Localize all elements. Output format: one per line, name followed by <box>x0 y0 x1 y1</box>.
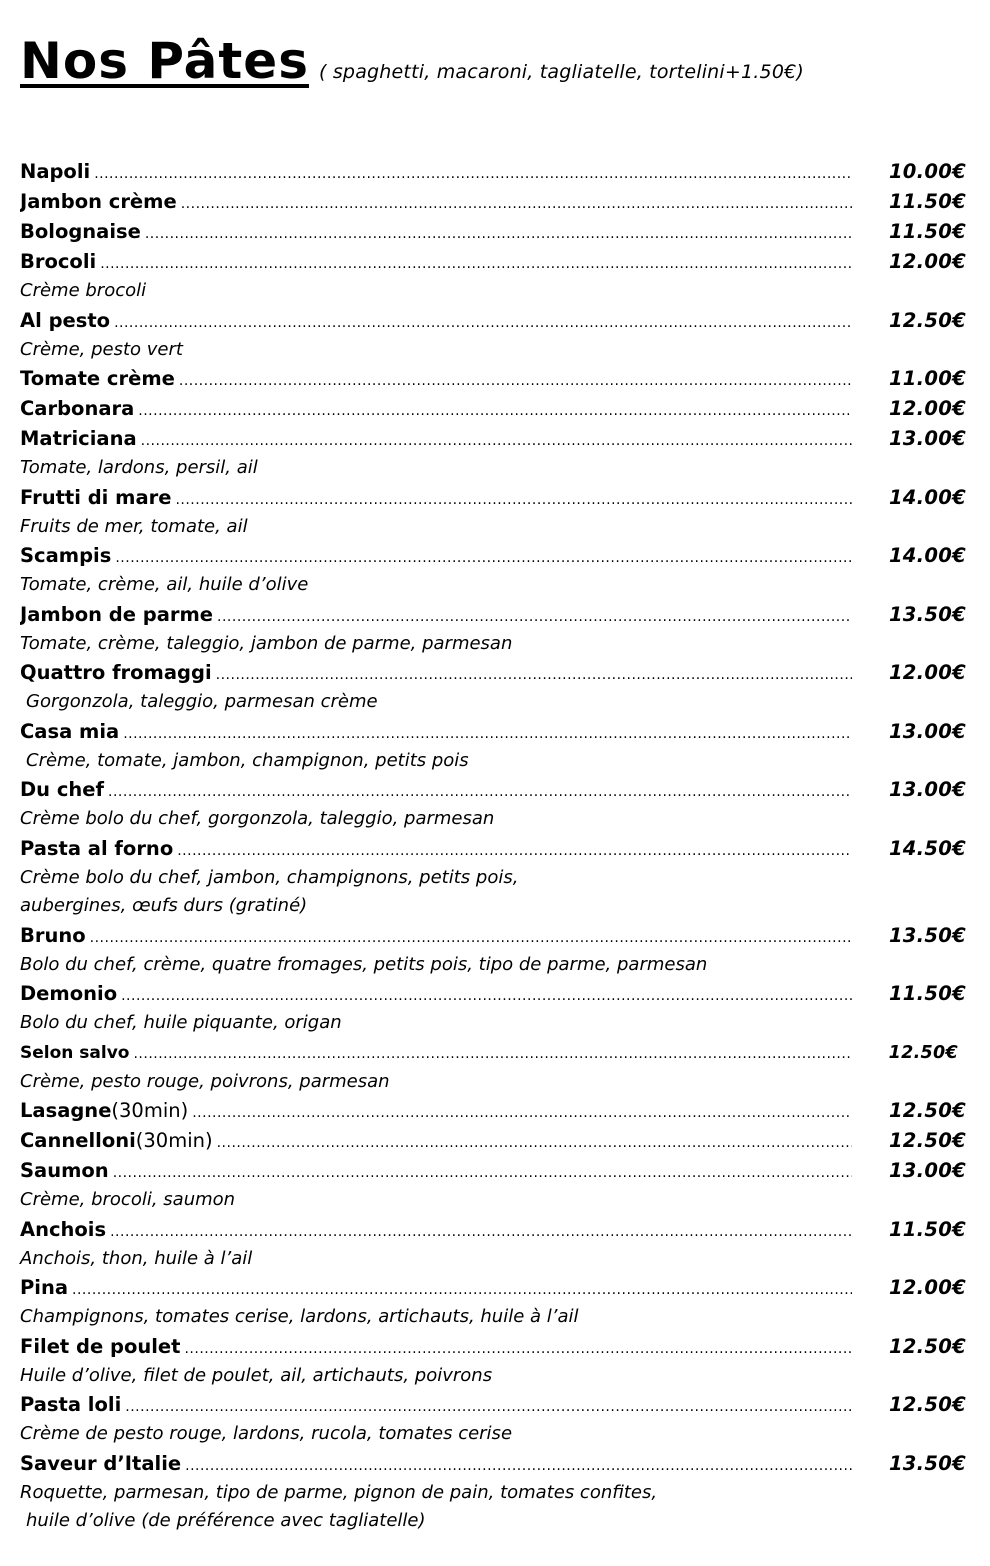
dish-name: Filet de poulet <box>20 1334 181 1358</box>
menu-item <box>20 1126 966 1156</box>
dot-leader <box>137 426 852 454</box>
dish-name: Al pesto <box>20 308 111 332</box>
dish-row <box>20 1449 852 1479</box>
dot-leader <box>213 602 852 630</box>
dish-price: 12.50€ <box>888 1129 966 1152</box>
dish-description: Bolo du chef, crème, quatre fromages, petits pois, tipo de parme, parmesan <box>20 953 708 975</box>
menu-item <box>20 979 966 1038</box>
dish-description: Crème, pesto rouge, poivrons, parmesan <box>20 1070 390 1092</box>
menu-item-line <box>20 600 966 630</box>
menu-item-line <box>20 1449 966 1479</box>
dish-row <box>20 775 852 805</box>
dot-leader <box>86 923 852 951</box>
menu-item-line <box>20 157 966 187</box>
menu-item-line <box>20 541 966 571</box>
dot-leader <box>213 1128 852 1156</box>
dish-name: Frutti di mare <box>20 485 172 509</box>
dish-description: Gorgonzola, taleggio, parmesan crème <box>26 691 378 712</box>
dot-leader <box>106 1217 852 1245</box>
menu-item-line <box>20 483 966 513</box>
menu-item-line <box>20 921 966 951</box>
menu-item-line <box>20 775 966 805</box>
dish-price: 12.00€ <box>888 661 966 684</box>
dish-name: Anchois <box>20 1217 107 1241</box>
dish-price: 12.50€ <box>888 308 966 332</box>
menu-item <box>20 1449 966 1536</box>
menu-item-line <box>20 1096 966 1126</box>
dish-price: 13.50€ <box>888 602 966 626</box>
dish-row <box>20 658 852 688</box>
dish-description: Roquette, parmesan, tipo de parme, pignon de pain, tomates confites, <box>20 1481 658 1503</box>
dish-description: Crème, brocoli, saumon <box>20 1189 236 1210</box>
dish-price: 14.50€ <box>888 836 966 860</box>
dish-description: Anchois, thon, huile à l’ail <box>20 1247 253 1269</box>
dish-description: Tomate, lardons, persil, ail <box>20 457 258 478</box>
dish-row <box>20 1126 852 1156</box>
dish-row <box>20 424 852 454</box>
dish-name: Tomate crème <box>20 367 175 390</box>
dish-name: Selon salvo <box>20 1042 130 1063</box>
dish-row <box>20 217 852 247</box>
menu-item-line <box>20 1038 966 1068</box>
dish-price: 13.00€ <box>888 1159 966 1182</box>
dish-name: Cannelloni <box>20 1129 136 1152</box>
dish-row <box>20 306 852 336</box>
menu-item-line <box>20 834 966 864</box>
dish-name: Bruno <box>20 923 86 947</box>
menu-item <box>20 834 966 921</box>
dish-row <box>20 921 852 951</box>
page-subtitle: ( spaghetti, macaroni, tagliatelle, tortelini+1.50€) <box>318 61 805 83</box>
dish-description: Crème de pesto rouge, lardons, rucola, tomates cerise <box>20 1423 513 1444</box>
menu-item <box>20 217 966 247</box>
dish-row <box>20 717 852 747</box>
dish-name: Lasagne <box>20 1099 112 1122</box>
menu-item <box>20 1215 966 1274</box>
menu-item <box>20 247 966 306</box>
dish-row <box>20 1038 852 1068</box>
dot-leader <box>180 1334 852 1362</box>
dot-leader <box>188 1098 852 1126</box>
menu-item-line <box>20 658 966 688</box>
dish-row <box>20 1215 852 1245</box>
dish-name: Pina <box>20 1276 69 1299</box>
dish-price: 11.50€ <box>888 220 966 243</box>
dish-name: Pasta al forno <box>20 836 174 860</box>
dot-leader <box>109 1158 852 1186</box>
dish-price: 12.50€ <box>888 1099 966 1122</box>
menu-item <box>20 600 966 659</box>
menu-item-line <box>20 306 966 336</box>
dish-row <box>20 1273 852 1303</box>
dish-name: Matriciana <box>20 427 137 450</box>
dish-price: 12.50€ <box>888 1042 958 1063</box>
header <box>20 32 804 90</box>
menu-item <box>20 483 966 542</box>
menu-item-line <box>20 247 966 277</box>
dot-leader <box>173 836 852 864</box>
dish-price: 13.50€ <box>888 923 966 947</box>
dish-price: 11.00€ <box>888 367 966 390</box>
menu-item <box>20 658 966 717</box>
dish-name: Demonio <box>20 982 118 1005</box>
dot-leader <box>119 719 852 747</box>
dish-note: (30min) <box>111 1099 189 1122</box>
dish-row <box>20 834 852 864</box>
dot-leader <box>117 981 852 1009</box>
dot-leader <box>90 159 852 187</box>
dish-name: Saumon <box>20 1159 109 1182</box>
dish-description: Crème brocoli <box>20 280 147 301</box>
dot-leader <box>175 366 852 394</box>
menu-item <box>20 1390 966 1449</box>
dot-leader <box>177 189 852 217</box>
dish-name: Bolognaise <box>20 220 141 243</box>
dish-row <box>20 541 852 571</box>
dish-row <box>20 187 852 217</box>
dish-row <box>20 600 852 630</box>
menu-item-line <box>20 364 966 394</box>
dot-leader <box>171 485 852 513</box>
dish-description: Crème, pesto vert <box>20 338 183 360</box>
dot-leader <box>129 1039 852 1068</box>
dish-description: aubergines, œufs durs (gratiné) <box>20 895 308 916</box>
dish-price: 12.50€ <box>888 1393 966 1416</box>
menu-item-line <box>20 187 966 217</box>
menu-item-line <box>20 1273 966 1303</box>
dish-price: 13.00€ <box>888 427 966 450</box>
dish-price: 10.00€ <box>888 160 966 183</box>
menu-item-line <box>20 1215 966 1245</box>
dish-row <box>20 483 852 513</box>
dish-description: Crème bolo du chef, gorgonzola, taleggio, parmesan <box>20 808 495 829</box>
page-title: Nos Pâtes <box>20 32 309 90</box>
dish-name: Jambon de parme <box>20 602 214 626</box>
dish-description: Crème bolo du chef, jambon, champignons, petits pois, <box>20 866 519 888</box>
dish-price: 14.00€ <box>888 485 966 509</box>
menu-item <box>20 1038 966 1097</box>
menu-item-line <box>20 394 966 424</box>
dish-row <box>20 1096 852 1126</box>
menu-item-line <box>20 717 966 747</box>
menu-item <box>20 717 966 776</box>
menu-item-line <box>20 979 966 1009</box>
dot-leader <box>212 660 852 688</box>
dish-row <box>20 1332 852 1362</box>
dish-description: Crème, tomate, jambon, champignon, petits pois <box>26 749 469 771</box>
dish-row <box>20 394 852 424</box>
menu-item <box>20 187 966 217</box>
menu-item-line <box>20 424 966 454</box>
menu-item-line <box>20 1156 966 1186</box>
dish-name: Du chef <box>20 778 105 801</box>
dish-row <box>20 364 852 394</box>
dot-leader <box>96 249 852 277</box>
dish-description: Bolo du chef, huile piquante, origan <box>20 1012 342 1033</box>
menu-item <box>20 541 966 600</box>
dish-price: 14.00€ <box>888 544 966 567</box>
menu-item-line <box>20 1126 966 1156</box>
menu-item-line <box>20 1390 966 1420</box>
menu-item <box>20 1273 966 1332</box>
dish-description: Tomate, crème, taleggio, jambon de parme, parmesan <box>20 632 513 654</box>
dish-row <box>20 979 852 1009</box>
dish-name: Quattro fromaggi <box>20 661 212 684</box>
menu-item <box>20 1332 966 1391</box>
dish-description: Huile d’olive, filet de poulet, ail, artichauts, poivrons <box>20 1364 493 1386</box>
menu-item <box>20 921 966 980</box>
dot-leader <box>111 543 852 571</box>
menu-item <box>20 364 966 394</box>
dish-description: Tomate, crème, ail, huile d’olive <box>20 574 309 595</box>
dish-note: (30min) <box>135 1129 213 1152</box>
dish-name: Brocoli <box>20 250 97 273</box>
dot-leader <box>134 396 852 424</box>
menu-item <box>20 424 966 483</box>
menu-item <box>20 157 966 187</box>
menu-item <box>20 306 966 365</box>
dish-price: 12.00€ <box>888 250 966 273</box>
dish-row <box>20 1390 852 1420</box>
dish-name: Casa mia <box>20 719 120 743</box>
menu-item-line <box>20 1332 966 1362</box>
dish-name: Jambon crème <box>20 190 177 213</box>
pasta-menu-list <box>20 157 966 1536</box>
dish-name: Napoli <box>20 160 91 183</box>
dish-name: Carbonara <box>20 397 135 420</box>
dish-name: Saveur d’Italie <box>20 1451 182 1475</box>
dish-price: 12.00€ <box>888 397 966 420</box>
dish-description: huile d’olive (de préférence avec tagliatelle) <box>26 1510 426 1531</box>
menu-item <box>20 1156 966 1215</box>
dish-description: Fruits de mer, tomate, ail <box>20 515 248 537</box>
menu-item <box>20 775 966 834</box>
dish-price: 13.50€ <box>888 1451 966 1475</box>
dish-row <box>20 157 852 187</box>
dot-leader <box>141 219 852 247</box>
dish-row <box>20 1156 852 1186</box>
dot-leader <box>121 1392 852 1420</box>
dish-price: 12.00€ <box>888 1276 966 1299</box>
dish-name: Pasta loli <box>20 1393 122 1416</box>
dish-row <box>20 247 852 277</box>
dot-leader <box>68 1275 852 1303</box>
menu-item <box>20 1096 966 1126</box>
dot-leader <box>181 1451 852 1479</box>
dish-price: 11.50€ <box>888 1217 966 1241</box>
dish-price: 13.00€ <box>888 778 966 801</box>
menu-item-line <box>20 217 966 247</box>
dish-price: 13.00€ <box>888 719 966 743</box>
dish-price: 11.50€ <box>888 190 966 213</box>
menu-item <box>20 394 966 424</box>
dish-name: Scampis <box>20 544 112 567</box>
dot-leader <box>110 308 852 336</box>
dish-description: Champignons, tomates cerise, lardons, artichauts, huile à l’ail <box>20 1306 579 1327</box>
dish-price: 11.50€ <box>888 982 966 1005</box>
dish-price: 12.50€ <box>888 1334 966 1358</box>
dot-leader <box>104 777 852 805</box>
